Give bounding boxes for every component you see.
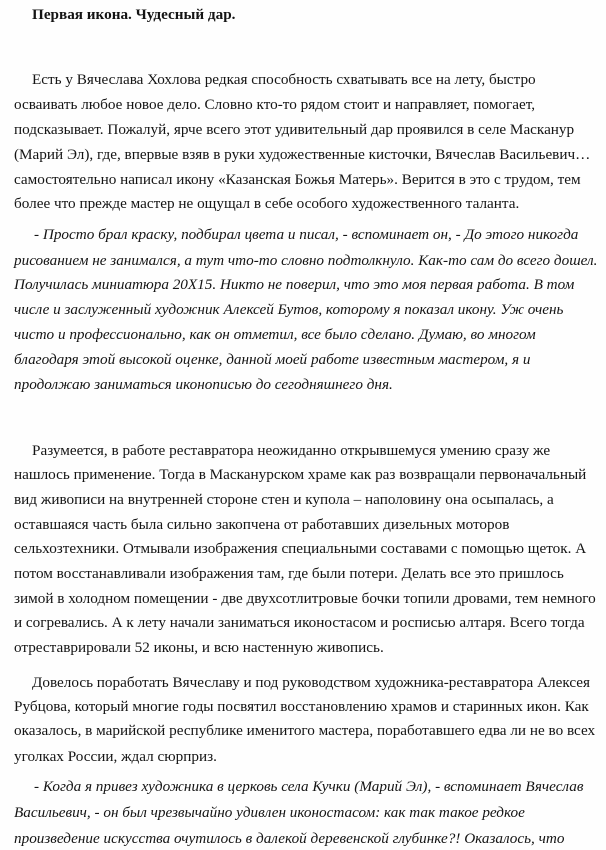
text-line: Довелось поработать Вячеславу и под руководством художника-реставратора Алексея: [32, 674, 591, 691]
text-line: Васильевич, - он был чрезвычайно удивлен иконостасом: как так такое редкое: [14, 804, 525, 821]
text-line: рисованием не занимался, а тут что-то словно подтолкнуло. Как-то сам до всего дошел.: [14, 252, 598, 269]
text-line: нашлось применение. Тогда в Масканурском храме как раз возвращали первоначальный: [14, 466, 587, 483]
text-line: вид живописи на внутренней стороне стен и купола – наполовину она осыпалась, а: [14, 491, 554, 508]
text-line: зимой в холодном помещении - две двухсотлитровые бочки топили дровами, тем немного: [14, 590, 596, 607]
text-line: отреставрировали 52 иконы, и всю настенную живопись.: [14, 639, 384, 656]
text-line: более что прежде мастер не ощущал в себе особого художественного таланта.: [14, 195, 520, 212]
text-line: уголках России, ждал сюрприз.: [14, 748, 217, 765]
text-line: Есть у Вячеслава Хохлова редкая способность схватывать все на лету, быстро: [32, 71, 536, 88]
text-line: оставшаяся часть была сильно закопчена от работавших дизельных моторов: [14, 516, 510, 533]
text-line: Получилась миниатюра 20Х15. Никто не поверил, что это моя первая работа. В том: [14, 276, 575, 293]
document-title: Первая икона. Чудесный дар.: [32, 6, 236, 23]
text-line: сельхозтехники. Отмывали изображения специальными составами с помощью щеток. А: [14, 540, 587, 557]
text-line: продолжаю заниматься иконописью до сегодняшнего дня.: [14, 376, 393, 393]
text-line: произведение искусства очутилось в далекой деревенской глубинке?! Оказалось, что: [14, 830, 565, 847]
text-line: - Просто брал краску, подбирал цвета и писал, - вспоминает он, - До этого никогда: [34, 226, 579, 243]
text-line: Рубцова, который многие годы посвятил восстановлению храмов и старинных икон. Как: [14, 698, 589, 715]
text-line: (Марий Эл), где, впервые взяв в руки художественные кисточки, Вячеслав Васильевич…: [14, 146, 591, 163]
text-line: числе и заслуженный художник Алексей Бутов, которому я показал икону. Уж очень: [14, 301, 564, 318]
text-line: потом восстанавливали изображения там, где были потери. Делать все это пришлось: [14, 565, 564, 582]
text-line: самостоятельно написал икону «Казанская Божья Матерь». Верится в это с трудом, тем: [14, 171, 581, 188]
text-line: и согревались. А к лету начали заниматься иконостасом и росписью алтаря. Всего тогда: [14, 614, 585, 631]
text-line: - Когда я привез художника в церковь села Кучки (Марий Эл), - вспоминает Вячеслав: [34, 778, 584, 795]
text-line: Разумеется, в работе реставратора неожиданно открывшемуся умению сразу же: [32, 442, 551, 459]
text-line: подсказывает. Пожалуй, ярче всего этот удивительный дар проявился в селе Масканур: [14, 121, 575, 138]
text-line: осваивать любое новое дело. Словно кто-то рядом стоит и направляет, помогает,: [14, 96, 536, 113]
text-line: чисто и профессионально, как он отметил, все было сделано. Думаю, во многом: [14, 326, 536, 343]
text-line: благодаря этой высокой оценке, данной моей работе известным мастером, я и: [14, 351, 531, 368]
text-line: оказалось, в марийской республике именитого мастера, поработавшего едва ли не во всех: [14, 722, 596, 739]
